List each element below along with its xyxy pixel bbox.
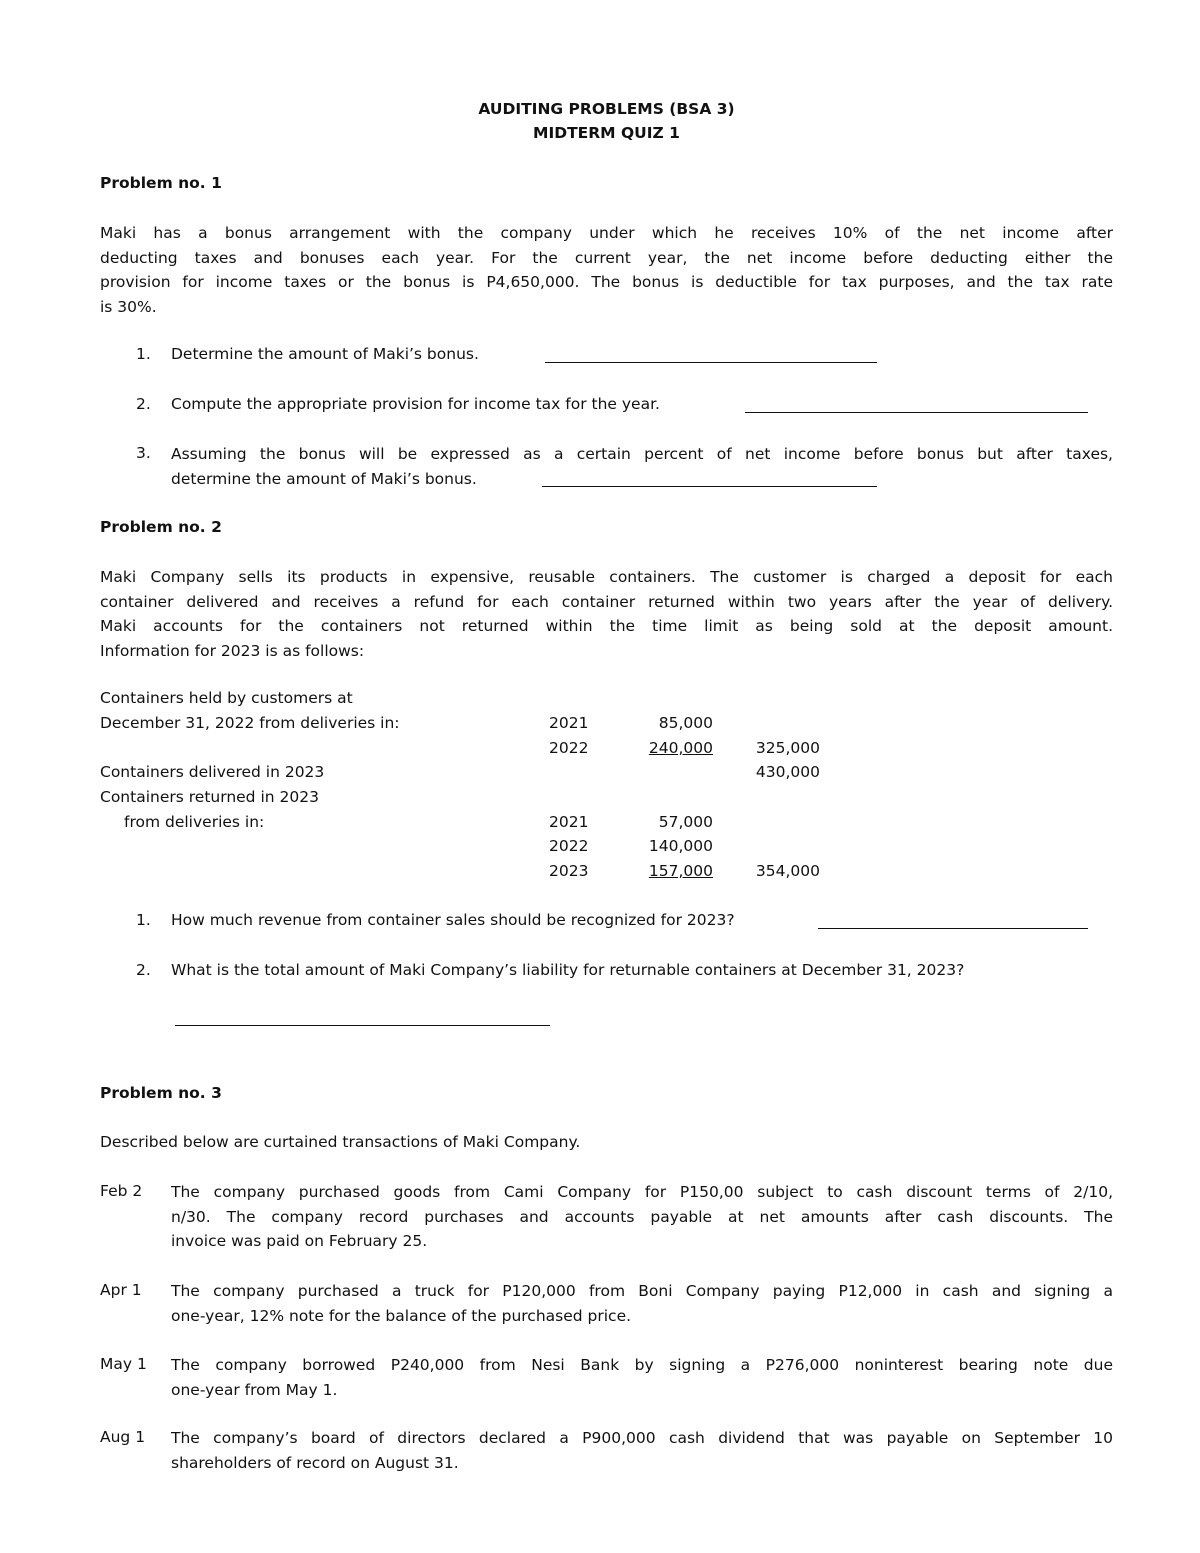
transaction-date: May 1	[100, 1355, 147, 1373]
paragraph-line: is 30%.	[100, 298, 157, 317]
document-title: AUDITING PROBLEMS (BSA 3)	[478, 100, 735, 118]
question-text: How much revenue from container sales should be recognized for 2023?	[171, 911, 735, 929]
paragraph-line: Maki accounts for the containers not returned within the time limit as being sold at the deposit amount.	[100, 617, 1113, 636]
problem-1-heading: Problem no. 1	[100, 174, 222, 192]
question-text: Compute the appropriate provision for income tax for the year.	[171, 395, 660, 413]
paragraph-line: container delivered and receives a refund for each container returned within two years after the year of delivery.	[100, 592, 1113, 611]
table-year: 2021	[549, 714, 589, 732]
question-number: 1.	[136, 911, 151, 929]
answer-blank[interactable]	[175, 1025, 550, 1026]
question-number: 2.	[136, 961, 151, 979]
transaction-line: n/30. The company record purchases and accounts payable at net amounts after cash discounts. The	[171, 1207, 1113, 1226]
transaction-text	[171, 1180, 1113, 1254]
transaction-date: Aug 1	[100, 1428, 146, 1446]
answer-blank[interactable]	[545, 362, 877, 363]
answer-blank[interactable]	[745, 412, 1088, 413]
table-year: 2022	[549, 739, 589, 757]
paragraph-line: deducting taxes and bonuses each year. For the current year, the net income before deducting either the	[100, 248, 1113, 267]
transaction-line: shareholders of record on August 31.	[171, 1453, 459, 1472]
question-text	[171, 442, 1113, 491]
table-label: Containers returned in 2023	[100, 788, 319, 806]
transaction-line: The company borrowed P240,000 from Nesi Bank by signing a P276,000 noninterest bearing note due	[171, 1356, 1113, 1374]
question-number: 1.	[136, 345, 151, 363]
table-year: 2023	[549, 862, 589, 880]
table-amount: 240,000	[648, 739, 713, 757]
transaction-text	[171, 1279, 1113, 1328]
table-year: 2021	[549, 813, 589, 831]
table-amount: 157,000	[648, 862, 713, 880]
paragraph-line: Maki Company sells its products in expensive, reusable containers. The customer is charged a deposit for each	[100, 568, 1113, 586]
transaction-line: one-year from May 1.	[171, 1380, 338, 1399]
transaction-text	[171, 1426, 1113, 1475]
question-line: determine the amount of Maki’s bonus.	[171, 469, 477, 488]
transaction-line: one-year, 12% note for the balance of the purchased price.	[171, 1306, 632, 1325]
question-number: 2.	[136, 395, 151, 413]
paragraph-line: Information for 2023 is as follows:	[100, 642, 365, 661]
transaction-line: invoice was paid on February 25.	[171, 1232, 428, 1251]
question-text: Determine the amount of Maki’s bonus.	[171, 345, 479, 363]
transaction-line: The company purchased goods from Cami Company for P150,00 subject to cash discount terms of 2/10,	[171, 1183, 1113, 1201]
paragraph-line: Maki has a bonus arrangement with the company under which he receives 10% of the net income after	[100, 224, 1113, 242]
document-subtitle: MIDTERM QUIZ 1	[533, 124, 680, 142]
table-amount: 140,000	[648, 837, 713, 855]
question-text: What is the total amount of Maki Company’s liability for returnable containers at December 31, 2023?	[171, 961, 965, 979]
table-amount: 57,000	[658, 813, 713, 831]
problem-2-heading: Problem no. 2	[100, 518, 222, 536]
transaction-line: The company purchased a truck for P120,000 from Boni Company paying P12,000 in cash and signing a	[171, 1282, 1113, 1300]
transaction-date: Apr 1	[100, 1281, 142, 1299]
table-label: December 31, 2022 from deliveries in:	[100, 714, 400, 732]
problem-1-paragraph	[100, 221, 1113, 320]
question-number: 3.	[136, 444, 151, 462]
table-year: 2022	[549, 837, 589, 855]
transaction-text	[171, 1353, 1113, 1402]
problem-2-paragraph	[100, 565, 1113, 664]
problem-3-heading: Problem no. 3	[100, 1084, 222, 1102]
paragraph-line: provision for income taxes or the bonus is P4,650,000. The bonus is deductible for tax purposes, and the tax rate	[100, 273, 1113, 292]
table-amount: 85,000	[658, 714, 713, 732]
table-total: 354,000	[755, 862, 820, 880]
question-line: Assuming the bonus will be expressed as a certain percent of net income before bonus but after taxes,	[171, 445, 1113, 463]
table-label: Containers delivered in 2023	[100, 763, 325, 781]
table-total: 430,000	[755, 763, 820, 781]
table-label: Containers held by customers at	[100, 689, 353, 707]
answer-blank[interactable]	[818, 928, 1088, 929]
table-label: from deliveries in:	[124, 813, 265, 831]
transaction-line: The company’s board of directors declared a P900,000 cash dividend that was payable on September 10	[171, 1429, 1113, 1447]
transaction-date: Feb 2	[100, 1182, 143, 1200]
answer-blank[interactable]	[542, 486, 877, 487]
table-total: 325,000	[755, 739, 820, 757]
problem-3-intro: Described below are curtained transactions of Maki Company.	[100, 1133, 581, 1151]
